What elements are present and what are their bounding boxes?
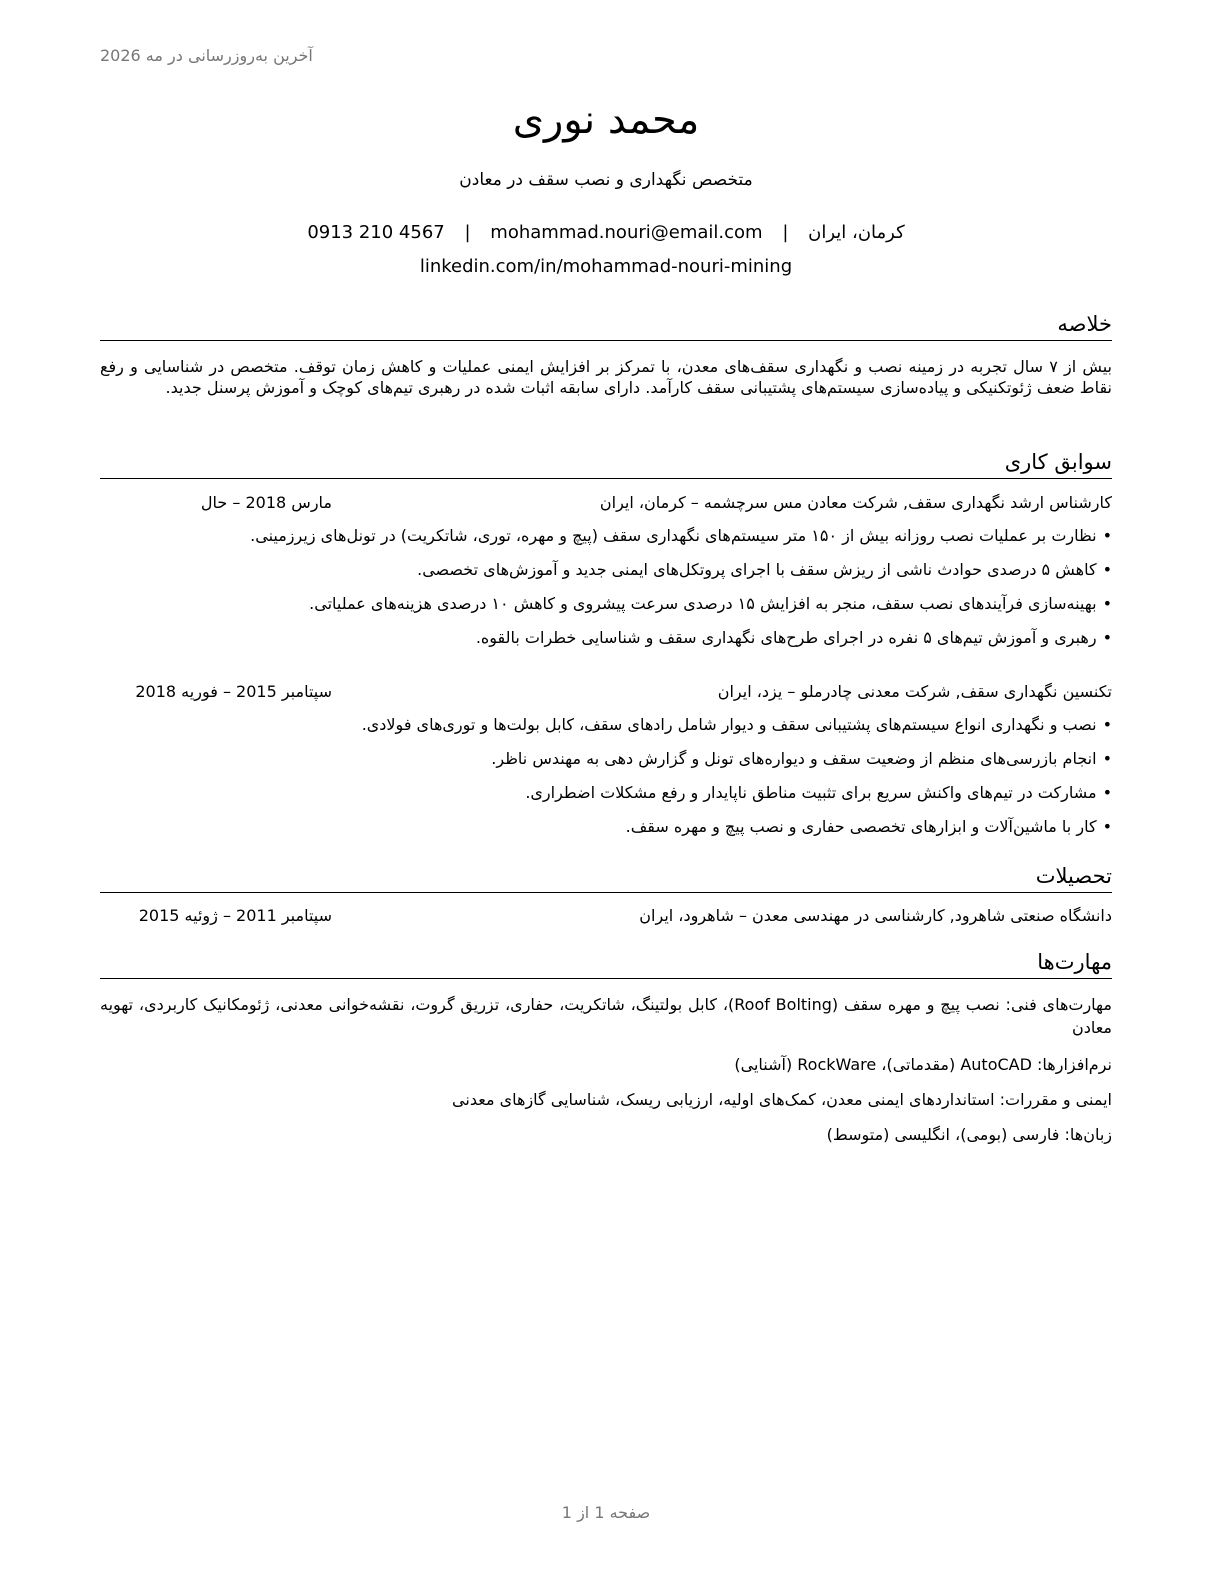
job-header: [100, 682, 1112, 706]
resume-page: [100, 0, 1112, 1584]
list-item: •انجام بازرسی‌های منظم از وضعیت سقف و دیواره‌های تونل و گزارش دهی به مهندس ناظر.: [491, 749, 1112, 768]
education-dates: سپتامبر 2011 – ژوئیه 2015: [138, 906, 332, 925]
summary-text: بیش از ۷ سال تجربه در زمینه نصب و نگهداری سقف‌های معدن، با تمرکز بر افزایش ایمنی عملیات و کاهش زمان توقف. متخصص در شناسایی و رفع نقاط ضعف ژئوتکنیکی و پیاده‌سازی سیستم‌های پشتیبانی سقف کارآمد. دارای سابقه اثبات شده در رهبری تیم‌های کوچک و آموزش پرسنل جدید.: [100, 357, 1112, 397]
list-item: •کاهش ۵ درصدی حوادث ناشی از ریزش سقف با اجرای پروتکل‌های ایمنی جدید و آموزش‌های تخصصی.: [417, 560, 1112, 579]
list-item: •مشارکت در تیم‌های واکنش سریع برای تثبیت مناطق ناپایدار و رفع مشکلات اضطراری.: [525, 783, 1112, 802]
location: کرمان، ایران: [808, 222, 905, 243]
job-title: کارشناس ارشد نگهداری سقف, شرکت معادن مس سرچشمه – کرمان، ایران: [599, 493, 1112, 512]
job-header: [100, 493, 1112, 517]
job-dates: مارس 2018 – حال: [200, 493, 332, 512]
linkedin-link[interactable]: linkedin.com/in/mohammad-nouri-mining: [419, 256, 793, 277]
person-name: محمد نوری: [512, 97, 700, 143]
section-title-skills: مهارت‌ها: [100, 948, 1112, 979]
skills-languages: زبان‌ها: فارسی (بومی)، انگلیسی (متوسط): [826, 1125, 1112, 1144]
section-title-experience: سوابق کاری: [100, 448, 1112, 479]
list-item: •رهبری و آموزش تیم‌های ۵ نفره در اجرای طرح‌های نگهداری سقف و شناسایی خطرات بالقوه.: [475, 628, 1112, 647]
page-number: صفحه 1 از 1: [561, 1503, 651, 1522]
job-bullets: [100, 714, 1112, 850]
contact-line: [100, 222, 1112, 243]
contact-separator: |: [464, 222, 471, 243]
job-dates: سپتامبر 2015 – فوریه 2018: [135, 682, 332, 701]
list-item: •بهینه‌سازی فرآیندهای نصب سقف، منجر به افزایش ۱۵ درصدی سرعت پیشروی و کاهش ۱۰ درصدی هزینه‌های عملیاتی.: [309, 594, 1112, 613]
skills-safety: ایمنی و مقررات: استانداردهای ایمنی معدن، کمک‌های اولیه، ارزیابی ریسک، شناسایی گازهای معدنی: [452, 1090, 1112, 1109]
phone-number: 0913 210 4567: [307, 222, 445, 243]
list-item: •کار با ماشین‌آلات و ابزارهای تخصصی حفاری و نصب پیچ و مهره سقف.: [625, 817, 1112, 836]
email-link[interactable]: mohammad.nouri@email.com: [490, 222, 763, 243]
education-degree: دانشگاه صنعتی شاهرود, کارشناسی در مهندسی معدن – شاهرود، ایران: [639, 906, 1112, 925]
contact-separator: |: [782, 222, 789, 243]
job-role: متخصص نگهداری و نصب سقف در معادن: [459, 170, 753, 190]
last-updated: آخرین به‌روزرسانی در مه 2026: [100, 46, 313, 65]
list-item: •نصب و نگهداری انواع سیستم‌های پشتیبانی سقف و دیوار شامل رادهای سقف، کابل بولت‌ها و توری‌های فولادی.: [361, 715, 1112, 734]
skills-software: نرم‌افزارها: AutoCAD (مقدماتی)، RockWare (آشنایی): [734, 1055, 1112, 1074]
job-bullets: [100, 525, 1112, 661]
list-item: •نظارت بر عملیات نصب روزانه بیش از ۱۵۰ متر سیستم‌های نگهداری سقف (پیچ و مهره، توری، شاتکریت) در تونل‌های زیرزمینی.: [250, 526, 1112, 545]
section-title-summary: خلاصه: [100, 310, 1112, 341]
education-entry: [100, 906, 1112, 930]
job-title: تکنسین نگهداری سقف, شرکت معدنی چادرملو – یزد، ایران: [717, 682, 1112, 701]
section-title-education: تحصیلات: [100, 862, 1112, 893]
skills-technical: مهارت‌های فنی: نصب پیچ و مهره سقف (Roof Bolting)، کابل بولتینگ، شاتکریت، حفاری، تزریق گروت، نقشه‌خوانی معدنی، ژئومکانیک کاربردی، تهویه معادن: [100, 995, 1113, 1037]
